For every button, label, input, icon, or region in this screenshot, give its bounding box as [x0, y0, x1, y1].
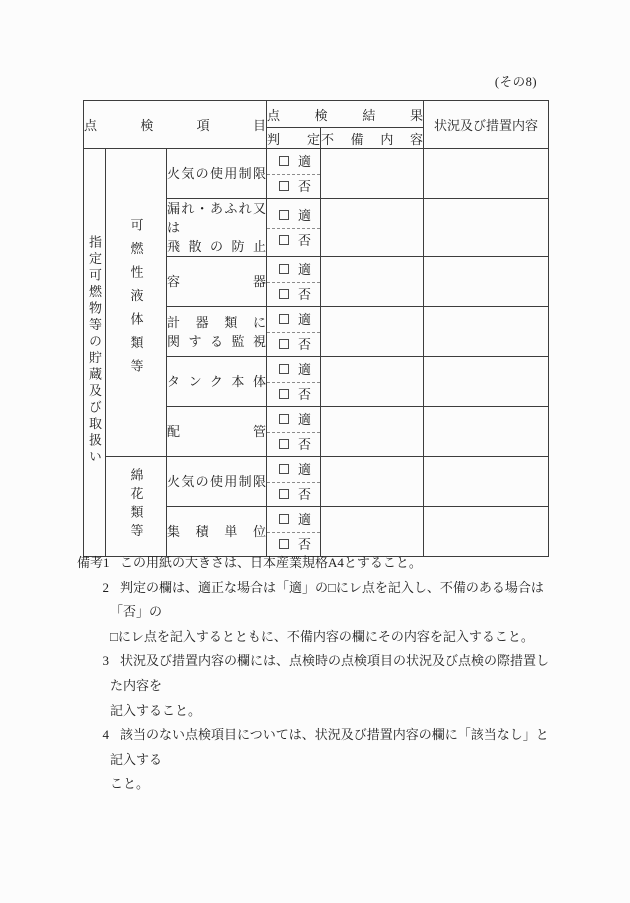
- fail-checkbox[interactable]: [279, 439, 289, 449]
- group-cell-cotton: [106, 457, 167, 557]
- pass-label: 適: [298, 207, 312, 223]
- item-cell: [167, 457, 267, 507]
- header-status-measures: 状況及び措置内容: [424, 101, 549, 149]
- judgment-cell: [267, 507, 321, 557]
- note-item: [77, 649, 560, 723]
- fail-checkbox[interactable]: [279, 339, 289, 349]
- pass-checkbox[interactable]: [279, 464, 289, 474]
- table-row: [84, 149, 549, 199]
- note-marker: 3: [102, 653, 109, 669]
- judge-fail-option[interactable]: [267, 382, 320, 407]
- note-marker: 4: [102, 727, 109, 743]
- fail-label: 否: [298, 536, 312, 552]
- fail-checkbox[interactable]: [279, 181, 289, 191]
- table-row: [84, 457, 549, 507]
- note-line: こと。: [110, 776, 150, 792]
- item-cell: [167, 507, 267, 557]
- judgment-cell: [267, 257, 321, 307]
- judgment-cell: [267, 457, 321, 507]
- judge-pass-option[interactable]: [267, 257, 320, 282]
- pass-checkbox[interactable]: [279, 414, 289, 424]
- deficiency-input-cell[interactable]: [321, 199, 424, 257]
- judgment-cell: [267, 149, 321, 199]
- pass-label: 適: [298, 153, 312, 169]
- status-input-cell[interactable]: [424, 199, 549, 257]
- pass-label: 適: [298, 261, 312, 277]
- fail-checkbox[interactable]: [279, 389, 289, 399]
- category-label: 指定可燃物等の貯蔵及び取扱い: [87, 235, 102, 466]
- judgment-cell: [267, 407, 321, 457]
- pass-label: 適: [298, 511, 312, 527]
- judge-fail-option[interactable]: [267, 174, 320, 199]
- item-cell: [167, 407, 267, 457]
- note-line: この用紙の大きさは、日本産業規格A4とすること。: [120, 555, 422, 570]
- judge-fail-option[interactable]: [267, 432, 320, 457]
- fail-label: 否: [298, 386, 312, 402]
- note-line: 記入すること。: [110, 702, 202, 718]
- header-inspection-items: 点検項目: [84, 101, 267, 149]
- deficiency-input-cell[interactable]: [321, 307, 424, 357]
- pass-checkbox[interactable]: [279, 264, 289, 274]
- item-label: 集積単位: [167, 524, 266, 539]
- category-cell: [84, 149, 106, 557]
- fail-checkbox[interactable]: [279, 235, 289, 245]
- note-line: 状況及び措置内容の欄には、点検時の点検項目の状況及び点検の際措置した内容を: [110, 653, 550, 693]
- item-label: 計器類に: [167, 314, 266, 330]
- pass-checkbox[interactable]: [279, 364, 289, 374]
- status-input-cell[interactable]: [424, 149, 549, 199]
- item-cell: [167, 199, 267, 257]
- note-item: [77, 576, 560, 650]
- item-cell: [167, 307, 267, 357]
- note-line: □にレ点を記入するとともに、不備内容の欄にその内容を記入すること。: [110, 628, 534, 644]
- notes: [77, 551, 560, 797]
- item-label: 漏れ・あふれ又は: [167, 201, 266, 235]
- item-label: 火気の使用制限: [167, 166, 266, 181]
- judge-fail-option[interactable]: [267, 332, 320, 357]
- header-deficiency: 不備内容: [321, 128, 424, 149]
- group-label: 綿花類等: [128, 467, 144, 542]
- note-item: [77, 723, 560, 797]
- note-item: [77, 551, 560, 576]
- deficiency-input-cell[interactable]: [321, 357, 424, 407]
- deficiency-input-cell[interactable]: [321, 149, 424, 199]
- page-tag: (その8): [494, 75, 537, 89]
- item-label: 配管: [167, 424, 266, 439]
- deficiency-input-cell[interactable]: [321, 507, 424, 557]
- fail-label: 否: [298, 232, 312, 248]
- item-cell: [167, 357, 267, 407]
- pass-checkbox[interactable]: [279, 514, 289, 524]
- group-label: 可燃性液体類等: [128, 218, 144, 383]
- judge-pass-option[interactable]: [267, 357, 320, 382]
- deficiency-input-cell[interactable]: [321, 257, 424, 307]
- pass-checkbox[interactable]: [279, 210, 289, 220]
- status-input-cell[interactable]: [424, 457, 549, 507]
- fail-label: 否: [298, 486, 312, 502]
- pass-label: 適: [298, 461, 312, 477]
- header-inspection-result: 点検結果: [267, 101, 424, 128]
- item-label: 飛散の防止: [167, 239, 266, 254]
- fail-label: 否: [298, 336, 312, 352]
- judgment-cell: [267, 307, 321, 357]
- status-input-cell[interactable]: [424, 407, 549, 457]
- status-input-cell[interactable]: [424, 357, 549, 407]
- fail-label: 否: [298, 436, 312, 452]
- judge-fail-option[interactable]: [267, 228, 320, 253]
- deficiency-input-cell[interactable]: [321, 457, 424, 507]
- item-cell: [167, 149, 267, 199]
- pass-checkbox[interactable]: [279, 156, 289, 166]
- judge-fail-option[interactable]: [267, 482, 320, 507]
- fail-label: 否: [298, 178, 312, 194]
- item-label: 関する監視: [167, 333, 266, 349]
- judge-pass-option[interactable]: [267, 407, 320, 432]
- inspection-table: [83, 100, 549, 557]
- note-line: 該当のない点検項目については、状況及び措置内容の欄に「該当なし」と記入する: [110, 727, 549, 767]
- judge-pass-option[interactable]: [267, 507, 320, 532]
- item-label: タンク本体: [167, 374, 266, 389]
- judge-fail-option[interactable]: [267, 282, 320, 307]
- table-header-row-1: [84, 101, 549, 128]
- note-line: 判定の欄は、適正な場合は「適」の□にレ点を記入し、不備のある場合は「否」の: [110, 579, 544, 620]
- deficiency-input-cell[interactable]: [321, 407, 424, 457]
- judgment-cell: [267, 199, 321, 257]
- pass-checkbox[interactable]: [279, 314, 289, 324]
- status-input-cell[interactable]: [424, 257, 549, 307]
- pass-label: 適: [298, 311, 312, 327]
- judge-pass-option[interactable]: [267, 457, 320, 482]
- fail-checkbox[interactable]: [279, 489, 289, 499]
- item-label: 容器: [167, 274, 266, 289]
- note-marker: 備考1: [77, 555, 110, 570]
- header-judgment: 判定: [267, 128, 321, 149]
- judge-pass-option[interactable]: [267, 149, 320, 174]
- pass-label: 適: [298, 411, 312, 427]
- note-marker: 2: [102, 579, 109, 595]
- judgment-cell: [267, 357, 321, 407]
- judge-pass-option[interactable]: [267, 203, 320, 228]
- status-input-cell[interactable]: [424, 507, 549, 557]
- item-cell: [167, 257, 267, 307]
- group-cell-flammable-liquids: [106, 149, 167, 457]
- status-input-cell[interactable]: [424, 307, 549, 357]
- fail-label: 否: [298, 286, 312, 302]
- item-label: 火気の使用制限: [167, 474, 266, 489]
- judge-pass-option[interactable]: [267, 307, 320, 332]
- pass-label: 適: [298, 361, 312, 377]
- fail-checkbox[interactable]: [279, 289, 289, 299]
- fail-checkbox[interactable]: [279, 539, 289, 549]
